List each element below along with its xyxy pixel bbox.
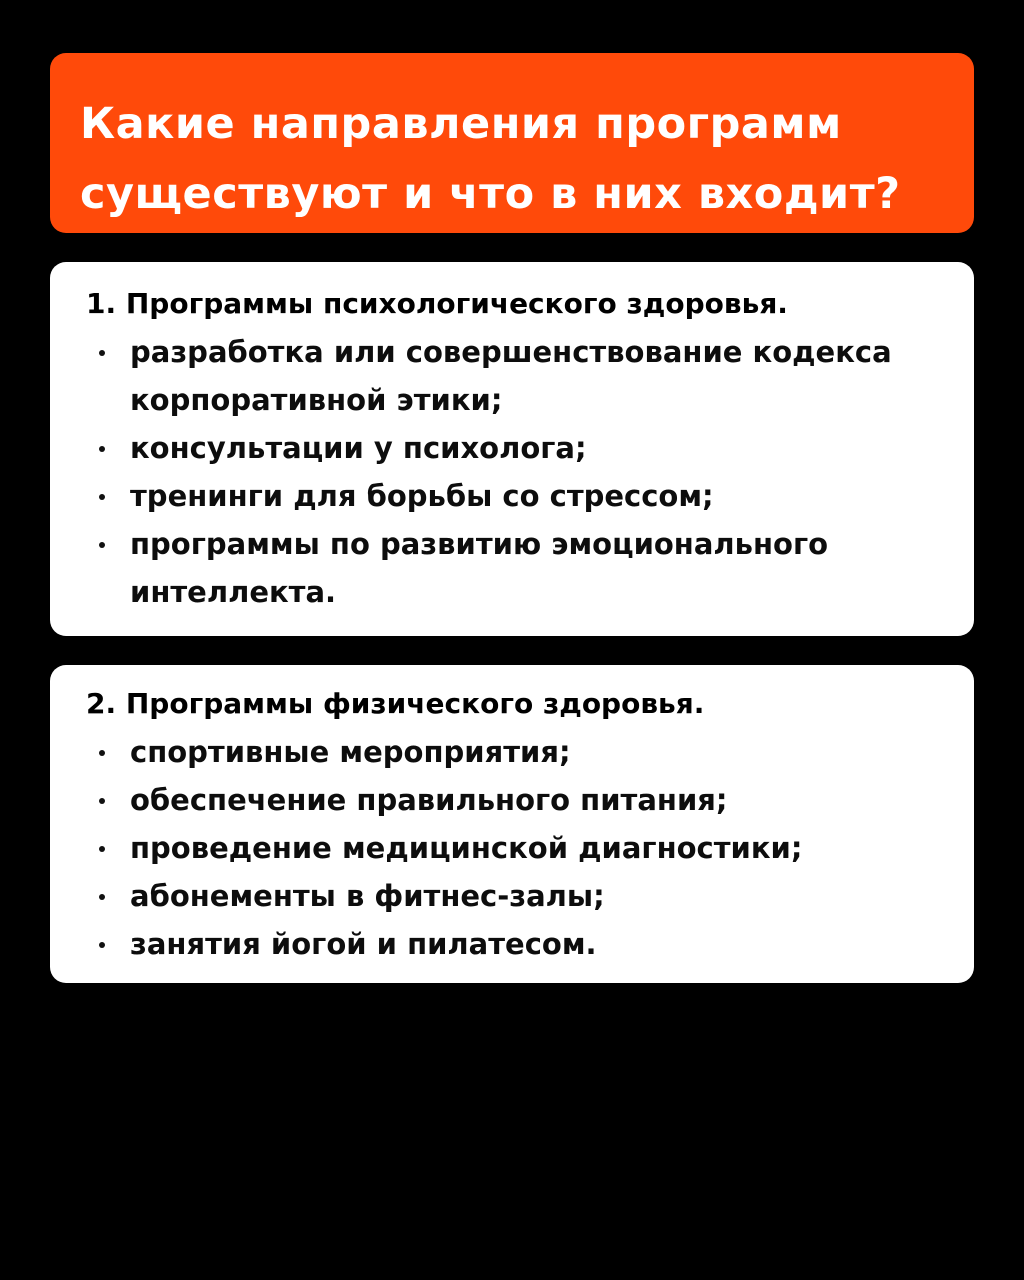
list-item — [86, 328, 940, 424]
list-item-text: спортивные мероприятия; — [130, 735, 571, 769]
list-item — [86, 520, 940, 616]
page-title-line-1: Какие направления программ — [80, 99, 842, 149]
bullet-icon — [99, 542, 105, 548]
list-item — [86, 728, 940, 776]
section-heading: 1. Программы психологического здоровья. — [86, 287, 788, 320]
physical-health-card — [50, 665, 974, 983]
list-item — [86, 872, 940, 920]
list-item — [86, 776, 940, 824]
list-item — [86, 824, 940, 872]
list-item-text: проведение медицинской диагностики; — [130, 831, 803, 865]
list-item-text: программы по развитию эмоционального интеллекта. — [130, 527, 829, 609]
bullet-icon — [99, 894, 105, 900]
bullet-icon — [99, 798, 105, 804]
psychological-health-card — [50, 262, 974, 636]
list-item-text: абонементы в фитнес-залы; — [130, 879, 605, 913]
bullet-icon — [99, 350, 105, 356]
section-heading: 2. Программы физического здоровья. — [86, 687, 705, 720]
bullet-icon — [99, 494, 105, 500]
list-item-text: обеспечение правильного питания; — [130, 783, 728, 817]
list-item-text: занятия йогой и пилатесом. — [130, 927, 597, 961]
list-item — [86, 472, 940, 520]
list-item-text: тренинги для борьбы со стрессом; — [130, 479, 714, 513]
bullet-icon — [99, 846, 105, 852]
page-title-line-2: существуют и что в них входит? — [80, 169, 901, 219]
title-banner — [50, 53, 974, 233]
list-item — [86, 920, 940, 968]
program-list — [86, 328, 940, 616]
bullet-icon — [99, 446, 105, 452]
bullet-icon — [99, 750, 105, 756]
list-item — [86, 424, 940, 472]
list-item-text: разработка или совершенствование кодекса корпоративной этики; — [130, 335, 892, 417]
bullet-icon — [99, 942, 105, 948]
program-list — [86, 728, 940, 968]
list-item-text: консультации у психолога; — [130, 431, 587, 465]
